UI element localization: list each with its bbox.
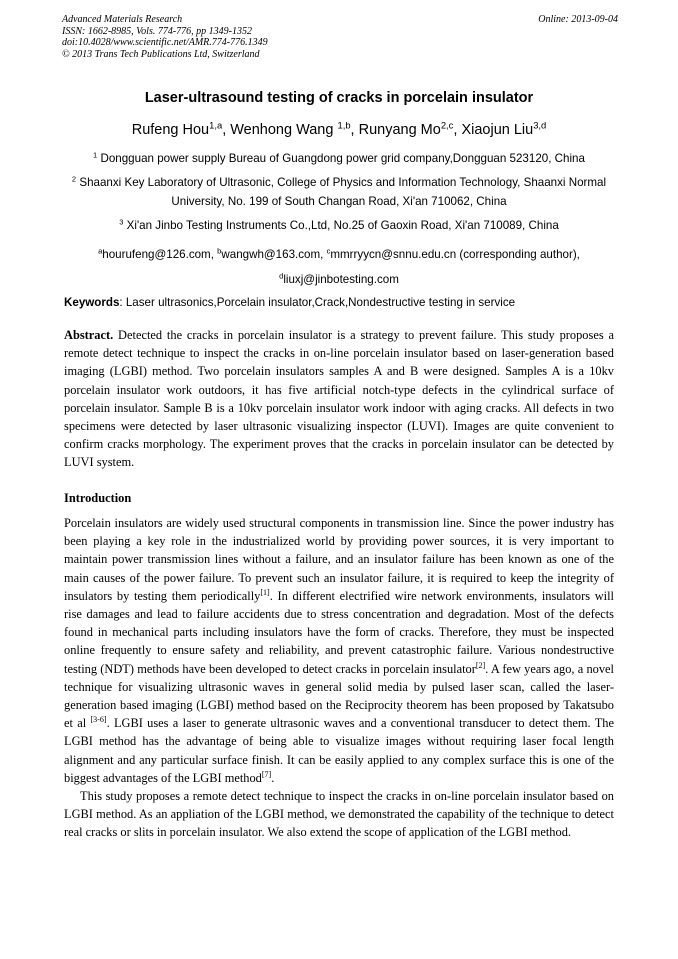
text-run: . In different electrified wire network environments, insulators will rise damages and lead to failure accidents due to stress concentration and degradation. Most of the defects found in mechanical parts including insulators have the form of cracks. Therefore, they must be inspected online frequently to ensure safety and reliability, and prevent catastrophic failure. Various nondestructive testing (NDT) methods have been developed to detect cracks in porcelain insulator (64, 588, 614, 676)
affiliation-text: Xi'an Jinbo Testing Instruments Co.,Ltd, No.25 of Gaoxin Road, Xi'an 710089, China (126, 219, 559, 232)
introduction-body (64, 514, 614, 842)
journal-name: Advanced Materials Research (62, 14, 183, 25)
email-link[interactable]: wangwh@163.com, (221, 248, 327, 261)
author-sup: 1,a (209, 119, 223, 131)
affiliation-num: 1 (93, 150, 98, 160)
text-run: . (271, 770, 275, 785)
journal-issn: ISSN: 1662-8985, Vols. 774-776, pp 1349-1352 (62, 25, 252, 37)
paragraph: This study proposes a remote detect technique to inspect the cracks in on-line porcelain insulator based on LGBI method. As an appliation of the LGBI method, we demonstrated the capability of the technique to detect real cracks or slits in porcelain insulator. We also extend the scope of application of the LGBI method. (64, 789, 614, 840)
email-link[interactable]: liuxj@jinbotesting.com (283, 273, 399, 286)
affiliation-text: Dongguan power supply Bureau of Guangdong power grid company,Dongguan 523120, China (100, 152, 585, 165)
author-sup: 2,c (440, 119, 454, 131)
paper-title: Laser-ultrasound testing of cracks in porcelain insulator (144, 90, 534, 106)
journal-copyright: © 2013 Trans Tech Publications Ltd, Switzerland (62, 48, 260, 60)
section-heading: Introduction (64, 491, 132, 505)
email-sup: a (98, 246, 103, 256)
email-list (64, 242, 614, 292)
abstract (64, 326, 614, 472)
citation-ref[interactable]: [1] (260, 587, 270, 597)
author-name: Wenhong Wang (230, 122, 334, 138)
affiliation (64, 149, 614, 168)
author-sup: 1,b (337, 119, 351, 131)
email-link[interactable]: hourufeng@126.com, (102, 248, 218, 261)
journal-header (62, 14, 618, 60)
keywords-text: : Laser ultrasonics,Porcelain insulator,Crack,Nondestructive testing in service (119, 296, 516, 309)
abstract-label: Abstract. (64, 328, 114, 342)
author-name: Rufeng Hou (131, 122, 210, 138)
email-sup: b (217, 246, 222, 256)
author-name: Runyang Mo (358, 122, 441, 138)
citation-ref[interactable]: [2] (475, 660, 486, 670)
email-link[interactable]: mmrryycn@snnu.edu.cn (corresponding author), (330, 248, 580, 261)
author-name: Xiaojun Liu (461, 122, 534, 138)
author-sup: 3,d (533, 119, 547, 131)
text-run: . A few years ago, a novel technique for visualizing ultrasonic waves in general solid media by pulsed laser scan, called the laser-generation based imaging (LGBI) method based on the Reciprocity theorem has been proposed by Takatsubo et al (64, 661, 614, 731)
online-date: Online: 2013-09-04 (538, 14, 618, 25)
citation-ref[interactable]: [3-6] (90, 715, 107, 725)
journal-doi: doi:10.4028/www.scientific.net/AMR.774-776.1349 (62, 37, 268, 48)
paragraph (64, 514, 614, 787)
abstract-text: Detected the cracks in porcelain insulator is a strategy to prevent failure. This study proposes a remote detect technique to inspect the cracks in on-line porcelain insulator based on laser-generation based imaging (LGBI) method. Two porcelain insulators samples A and B were designed. Samples A is a 10kv porcelain insulator work outdoors, it has five artificial notch-type defects in the cylindrical surface of porcelain insulator. Sample B is a 10kv porcelain insulator work indoor with aging cracks. All defects in two specimens were detected by laser ultrasonic visualizing inspector (LUVI). Images are quite convenient to confirm cracks morphology. The experiment proves that the cracks in porcelain insulator can be detected by LUVI system. (64, 328, 614, 470)
text-run: Porcelain insulators are widely used structural components in transmission line. Since the power industry has been playing a key role in the industrialized world by providing power sources, it is very important to maintain power transmission lines without a failure, and an insulator failure has been known as one of the main causes of the power failure. To prevent such an insulator failure, it is required to keep the integrity of insulators by testing them periodically (64, 516, 614, 603)
author-list: Rufeng Hou$^{1,a}$, Wenhong Wang $^{1,b}$, Runyang Mo$^{2,c}$, Xiaojun Liu$^{3,d}$ (131, 119, 547, 138)
citation-ref[interactable]: [7] (261, 770, 272, 780)
affiliation-num: 3 (119, 217, 124, 227)
email-sup: c (326, 246, 331, 256)
affiliation (64, 173, 614, 211)
keywords-label: Keywords (64, 296, 120, 309)
keywords (64, 296, 616, 309)
affiliation-text: Shaanxi Key Laboratory of Ultrasonic, College of Physics and Information Technology, Shaanxi Normal University, No. 199 of South Changan Road, Xi'an 710062, China (79, 176, 607, 208)
affiliation (64, 216, 614, 235)
email-sup: d (279, 271, 284, 281)
text-run: . LGBI uses a laser to generate ultrasonic waves and a conventional transducer to detect them. The LGBI method has the advantage of being able to visualize images without requiring laser focal length alignment and any particular surface finish. It can be easily applied to any complex surface this is one of the biggest advantages of the LGBI method (64, 716, 614, 785)
affiliation-num: 2 (71, 174, 77, 184)
